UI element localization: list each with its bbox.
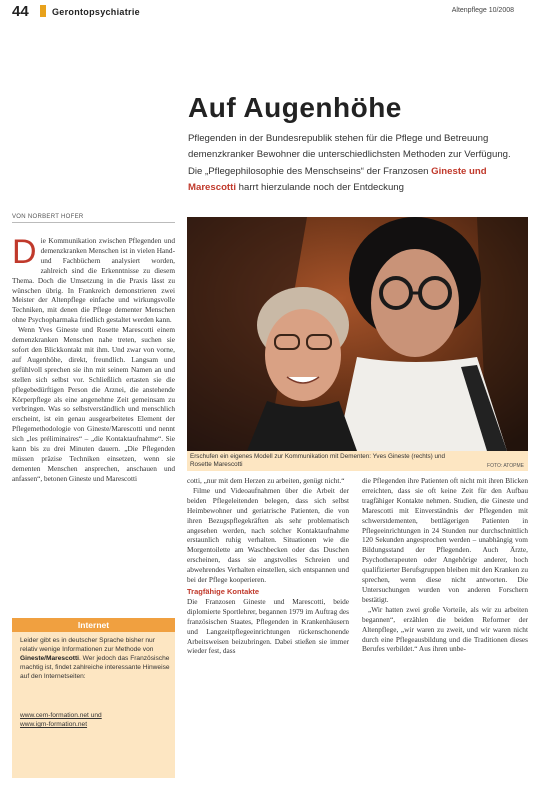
- internet-infobox: [12, 618, 175, 778]
- infobox-body: [20, 636, 170, 681]
- paragraph-studies: die Pflegenden ihre Patienten oft nicht mit ihren Blicken erreichten, dass sie oft keine Zeit für den Aufbau tragfähiger Kontakte nehmen. Studien, die Gineste und Marescotti mit Einverständnis der Pflegenden mit schwerstdementen, bettlägerigen Patienten in Pflegeeinrichtungen in 24 Stunden nur durchschnittlich 120 Sekunden angesprochen werden – unabhängig vom Bildungsstand der Pflegenden. Auch Ärzte, Psychotherapeuten oder Angehörige anderer, hoch qualifizierter Berufsgruppen bleiben mit den Kranken zu sprechen, wenn diese nicht antworten. Die Untersuchungen wurden von anderen Forschern bestätigt.: [362, 476, 528, 604]
- article-photo: [187, 217, 528, 451]
- paragraph-history: Die Franzosen Gineste und Marescotti, beide diplomierte Sportlehrer, begannen 1979 im Auftrag des französischen Staates, Pflegenden in Krankenhäusern und Langzeitpflegeeinrichtungen rückenschonende Arbeitsweisen beizubringen. Dabei stießen sie immer wieder fest, dass: [187, 596, 349, 656]
- drop-cap: D: [12, 236, 37, 271]
- photo-caption: Erschufen ein eigenes Modell zur Kommunikation mit Dementen: Yves Gineste (rechts) und Rosette Marescotti: [190, 453, 446, 469]
- page-header: [0, 0, 542, 22]
- infobox-title: Internet: [12, 618, 175, 632]
- paragraph-films: Filme und Videoaufnahmen über die Arbeit der beiden Pflegeleitenden belegen, dass sich selbst Heimbewohner und geriatrische Patienten, die von ihren Bezugspflegekräften als sehr problematisch angesehen werden, nach solcher Kontaktaufnahme erstaunlich ruhig verhalten. Situationen wie die Morgentoilette am Waschbecken oder das Duschen erscheinen, dass sie angstvolles Schreien und abwehrendes Verhalten einstellen, sich entspannen und bei der Pflege kooperieren.: [187, 485, 349, 585]
- article-headline: Auf Augenhöhe: [188, 92, 402, 123]
- infobox-text-start: Leider gibt es in deutscher Sprache bisher nur relativ wenige Informationen zur Methode von: [20, 637, 155, 653]
- article-lead: [188, 131, 526, 197]
- paragraph-intro: ie Kommunikation zwischen Pflegenden und demenzkranken Menschen ist in vielen Hand- und Fachbüchern analysiert worden, zahlreich sind die Erkenntnisse zu diesem Thema. Doch die Umsetzung in die Praxis lässt zu wünschen übrig. In Frankreich demonstrieren zwei Meister der Altenpflege einfache und wirkungsvolle Techniken, mit denen die Pflege dementer Menschen ohne Psychopharmaka friedlich gestaltet werden kann.: [12, 236, 175, 325]
- paragraph-gineste: Wenn Yves Gineste und Rosette Marescotti einem demenzkranken Menschen nahe treten, suchen sie sofort den Blickkontakt mit ihm. Und zwar von vorne, auf Augenhöhe, direkt, freundlich. Langsam und gefühlvoll sprechen sie ihn mit seinem Namen an und stellen sich selbst vor. Schließlich ertasten sie die pflegebedürftigen Person die Arznei, die anstehende Körperpflege als eine angenehme Zeit gemeinsam zu verbringen. Was so selbstverständlich und menschlich erscheint, ist ein genau ausgearbeitetes Element der Pflegemethodologie von Gineste/Marescotti und nennt sich „les préliminaires“ – „die Kontaktaufnahme“. Sie kann bis zu drei Minuten dauern. „Die Pflegenden müssen präzise Techniken einsetzen, wenn sie dementen Menschen ansprechen, anschauen und anfassen“, betonen Gineste und Marescotti: [12, 325, 175, 483]
- lead-text-start: Pflegenden in der Bundesrepublik stehen für die Pflege und Betreuung demenzkranker Bewohner die unterschiedlichsten Methoden zur Verfügung. Die „Pflegephilosophie des Menschseins“ der Franzosen: [188, 133, 511, 177]
- page-number: 44: [12, 3, 29, 20]
- infobox-bold-names: Gineste/Marescotti: [20, 655, 79, 662]
- lead-highlight: Gineste und Marescotti: [188, 165, 487, 194]
- section-title: Gerontopsychiatrie: [52, 7, 140, 17]
- paragraph-quote: „Wir hatten zwei große Vorteile, als wir zu arbeiten begannen“, erzählen die beiden Reformer der Altenpflege, „wir waren zu zweit, und wir waren nicht durch eine Pflegeausbildung und die Traditionen dieses Berufes verbildet.“ Aus ihren unbe-: [362, 604, 528, 654]
- link-cem-formation[interactable]: www.cem-formation.net und: [20, 712, 102, 719]
- photo-credit: FOTO: ATOPME: [487, 463, 524, 469]
- link-igm-formation[interactable]: www.igm-formation.net: [20, 721, 88, 728]
- infobox-text-end: . Wer jedoch das Französische machtig ist, findet zahlreiche interessante Hinweise auf den Internetseiten:: [20, 655, 170, 680]
- column-1: [12, 236, 175, 614]
- paragraph-quote-end: cotti, „nur mit dem Herzen zu arbeiten, genügt nicht.“: [187, 476, 345, 485]
- section-marker: [40, 5, 46, 17]
- lead-text-end: harrt hierzulande noch der Entdeckung: [235, 182, 404, 194]
- column-3: [362, 476, 528, 776]
- byline: VON NORBERT HOFER: [12, 214, 175, 223]
- photo-illustration: [187, 217, 528, 451]
- column-2: [187, 476, 349, 776]
- subheading: Tragfähige Kontakte: [187, 586, 260, 596]
- infobox-links: [20, 711, 170, 729]
- journal-issue: Altenpflege 10/2008: [451, 7, 514, 14]
